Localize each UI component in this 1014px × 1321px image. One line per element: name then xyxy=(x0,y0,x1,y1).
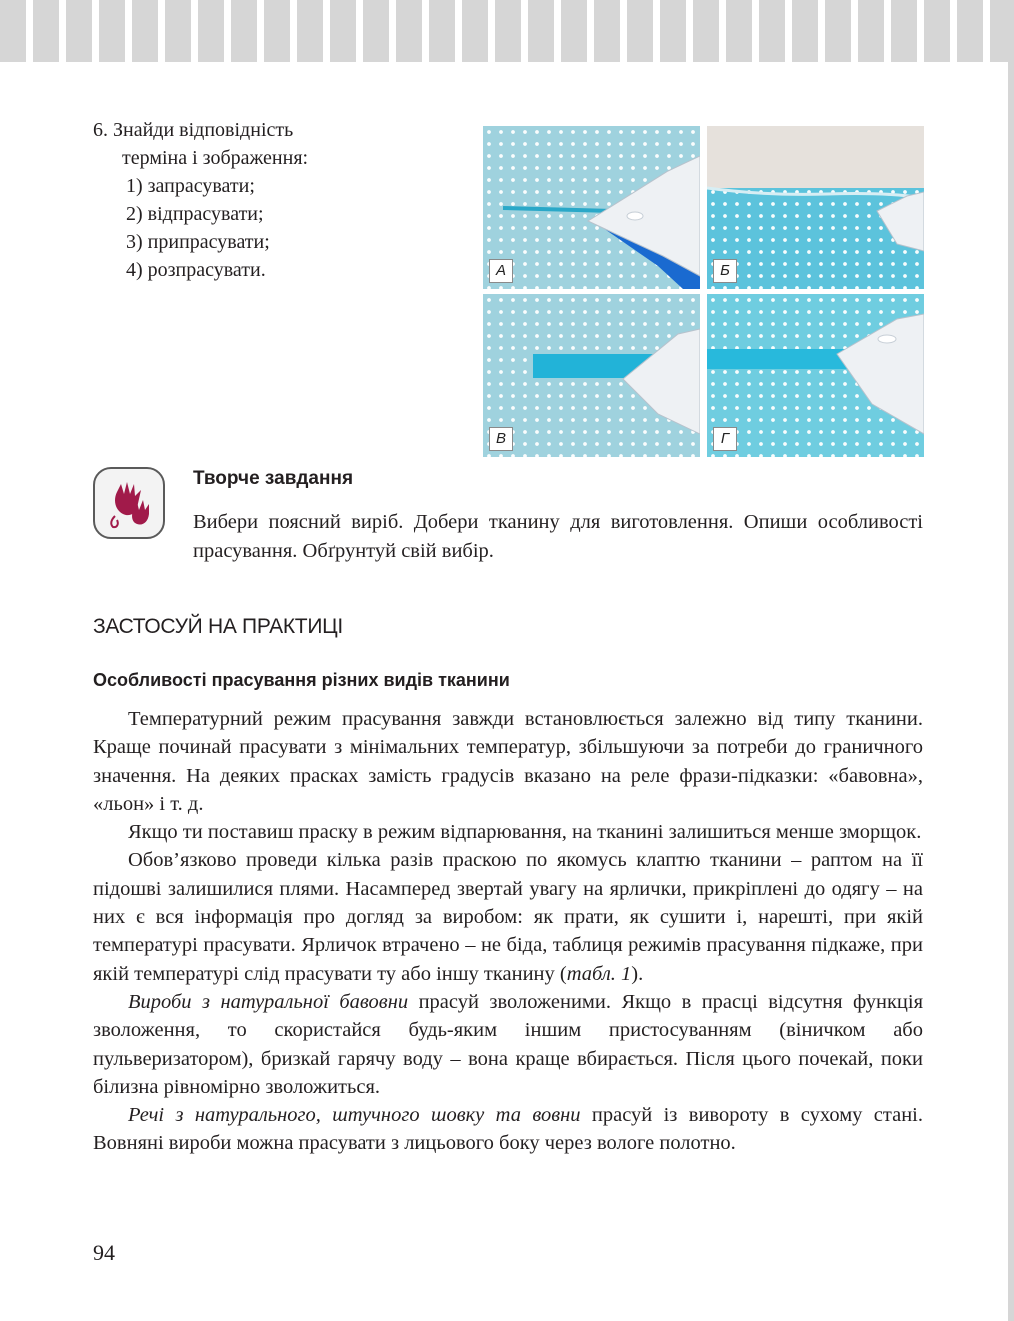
hands-icon xyxy=(93,467,165,539)
paragraph-text: прасуй із вивороту в сухому стані. Вовняні вироби можна прасувати з лицьового боку через вологе полотно. xyxy=(93,1104,923,1155)
paragraph xyxy=(93,988,923,1101)
photo-c xyxy=(483,294,700,457)
exercise-6-item: 3) припрасувати; xyxy=(126,231,270,253)
paragraph-text: ). xyxy=(631,962,644,985)
creative-task-text: Вибери поясний виріб. Добери тканину для виготовлення. Опиши особливості прасування. Обґрунтуй свій вибір. xyxy=(193,511,923,562)
paragraph-text: Обов’язково проведи кілька разів праскою по якомусь клаптю тканини – раптом на її підошві залишилися плями. Насамперед звертай увагу на ярлички, прикріплені до одягу – на них є вся інформація про догляд за виробом: як прати, як сушити і, нарешті, при якій температурі прасувати. Ярличок втрачено – не біда, таблиця режимів прасування підкаже, при якій температурі слід прасувати ту або іншу тканину ( xyxy=(93,849,923,985)
exercise-6-line1: 6. Знайди відповідність xyxy=(93,119,294,141)
table-reference: табл. 1 xyxy=(566,962,632,985)
creative-task-title: Творче завдання xyxy=(193,468,354,489)
photo-label-b: Б xyxy=(713,259,737,283)
exercise-6-item: 4) розпрасувати. xyxy=(126,259,266,281)
exercise-6-item: 1) запрасувати; xyxy=(126,175,255,197)
page-number: 94 xyxy=(93,1240,115,1265)
exercise-6-line2: терміна і зображення: xyxy=(122,147,309,169)
right-edge-bar xyxy=(1008,0,1014,1321)
photo-d xyxy=(707,294,924,457)
section-subheading: Особливості прасування різних видів тканини xyxy=(93,670,510,690)
italic-term: Речі з натурального, штучного шовку та вовни xyxy=(128,1104,581,1127)
paragraph xyxy=(93,1101,923,1158)
body-text xyxy=(93,705,923,1158)
photo-a xyxy=(483,126,700,289)
paragraph xyxy=(93,846,923,987)
ironing-photos-grid xyxy=(483,126,925,457)
iron-illustration xyxy=(707,294,924,457)
photo-label-c: В xyxy=(489,427,513,451)
top-decorative-band xyxy=(0,0,1014,62)
exercise-6 xyxy=(93,116,463,284)
photo-label-a: А xyxy=(489,259,513,283)
italic-term: Вироби з натуральної бавовни xyxy=(128,990,409,1013)
paragraph-text: прасуй зволоженими. Якщо в прасці відсутня функція зволоження, то скористайся будь-яким іншим пристосуванням (віничком або пульверизатором), бризкай гарячу воду – вона краще вбирається. Після цього почекай, поки білизна рівномірно зволожиться. xyxy=(93,990,923,1098)
photo-label-d: Г xyxy=(713,427,737,451)
iron-illustration xyxy=(483,126,700,289)
section-heading: ЗАСТОСУЙ НА ПРАКТИЦІ xyxy=(93,615,343,638)
paragraph: Температурний режим прасування завжди встановлюється залежно від типу тканини. Краще починай прасувати з мінімальних температур, збільшуючи за потреби до граничного значення. На деяких прасках замість градусів вказано на реле фрази-підказки: «бавовна», «льон» і т. д. xyxy=(93,708,923,815)
iron-illustration xyxy=(483,294,700,457)
paragraph: Якщо ти поставиш праску в режим відпарювання, на тканині залишиться менше зморщок. xyxy=(128,821,922,844)
exercise-6-item: 2) відпрасувати; xyxy=(126,203,264,225)
iron-illustration xyxy=(707,126,924,289)
photo-b xyxy=(707,126,924,289)
